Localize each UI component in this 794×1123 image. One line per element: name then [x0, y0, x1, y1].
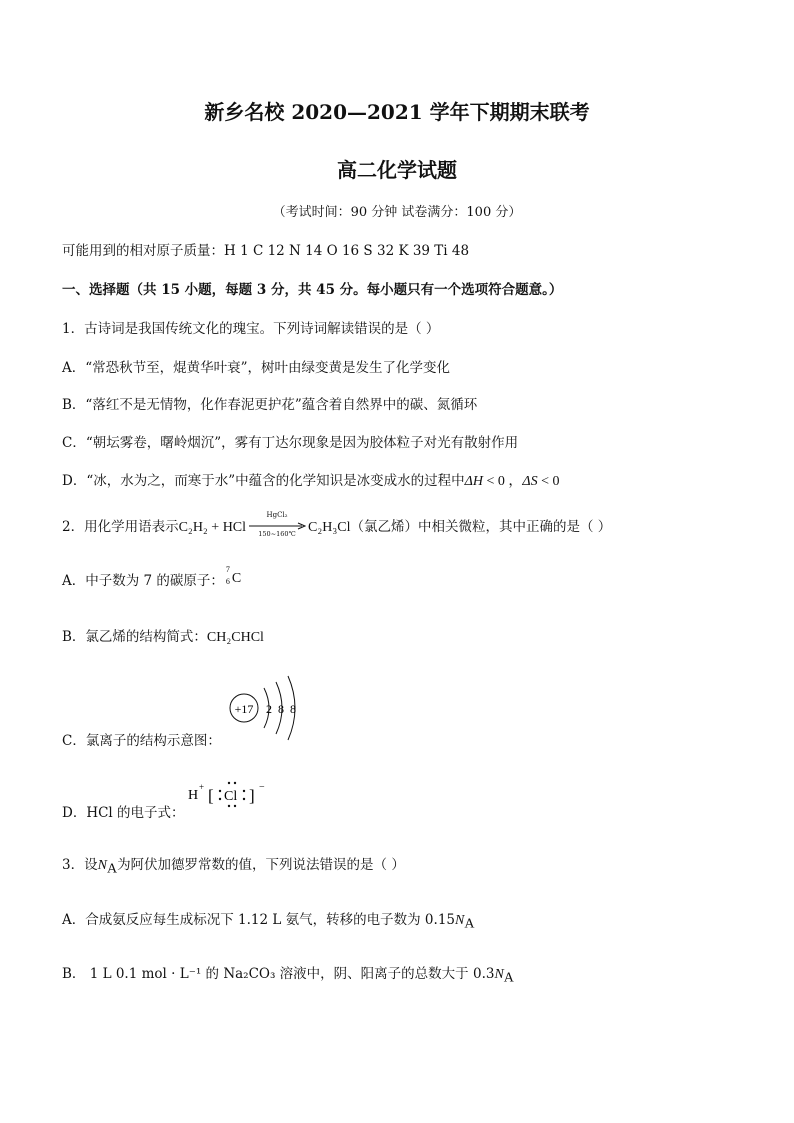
- q2-stem: [62, 511, 612, 538]
- equation-right: C₂H₃Cl: [308, 520, 351, 535]
- q3-option-a: [62, 908, 475, 932]
- shell-count-2: 8: [278, 702, 284, 716]
- avogadro-subscript: A: [106, 861, 118, 877]
- q3-stem-suffix: 为阿伏加德罗常数的值，下列说法错误的是（ ）: [117, 857, 405, 873]
- avogadro-subscript: A: [464, 916, 475, 932]
- q3-stem: [62, 853, 405, 877]
- q1-d-text: D．“冰，水为之，而寒于水”中蕴含的化学知识是冰变成水的过程中: [62, 473, 465, 489]
- nucleus-charge: +17: [234, 702, 254, 716]
- electron-dot: [219, 790, 221, 792]
- atomic-number: 6: [225, 577, 230, 586]
- q2-stem-suffix: （氯乙烯）中相关微粒，其中正确的是（ ）: [350, 519, 612, 535]
- q2-b-text: B．氯乙烯的结构简式：: [62, 629, 207, 645]
- vinyl-chloride-formula: CH₂CHCl: [206, 630, 264, 645]
- q3-b-text: B． 1 L 0.1 mol · L⁻¹ 的 Na₂CO₃ 溶液中，阴、阳离子的总数大于 0.3: [62, 966, 495, 982]
- mass-number: 7: [225, 565, 230, 574]
- q1-stem: 1．古诗词是我国传统文化的瑰宝。下列诗词解读错误的是（ ）: [62, 321, 440, 337]
- q3-a-text: A．合成氨反应每生成标况下 1.12 L 氨气，转移的电子数为 0.15: [62, 912, 455, 928]
- equation-left: C₂H₂ + HCl: [178, 520, 247, 535]
- left-bracket: [: [208, 786, 214, 805]
- exam-info: （考试时间：90 分钟 试卷满分：100 分）: [272, 205, 522, 220]
- temperature-label: 150~160℃: [258, 530, 296, 538]
- q2-a-text: A．中子数为 7 的碳原子：: [62, 573, 224, 589]
- exam-title: 新乡名校 2020—2021 学年下期期末联考: [204, 100, 590, 124]
- q2-option-c: C．氯离子的结构示意图：: [62, 733, 221, 749]
- delta-h-relation: < 0 ，: [482, 474, 523, 489]
- q1-option-d: [62, 469, 560, 490]
- q2-option-b: [62, 625, 264, 646]
- electron-dot: [228, 782, 230, 784]
- avogadro-symbol: N: [97, 858, 107, 873]
- q1-option-b: B．“落红不是无情物，化作春泥更护花”蕴含着自然界中的碳、氮循环: [62, 397, 478, 413]
- plus-charge: +: [199, 782, 205, 792]
- chloride-ion-diagram: [226, 674, 306, 744]
- catalyst-label: HgCl₂: [266, 511, 288, 519]
- right-bracket: ]: [249, 786, 255, 805]
- electron-dot: [219, 798, 221, 800]
- avogadro-subscript: A: [503, 970, 514, 986]
- q3-option-b: [62, 962, 514, 986]
- element-symbol: C: [231, 571, 242, 586]
- electron-dot: [243, 798, 245, 800]
- q1-option-a: A．“常恐秋节至，焜黄华叶衰”，树叶由绿变黄是发生了化学变化: [62, 360, 451, 376]
- electron-dot: [234, 782, 236, 784]
- electron-dot: [234, 805, 236, 807]
- q3-stem-prefix: 3．设: [62, 857, 98, 873]
- q1-option-c: C．“朝坛雾卷，曙岭烟沉”，雾有丁达尔现象是因为胶体粒子对光有散射作用: [62, 435, 519, 451]
- shell-count-1: 2: [266, 702, 272, 716]
- electron-dot: [228, 805, 230, 807]
- exam-subtitle: 高二化学试题: [337, 158, 457, 182]
- electron-dot: [243, 790, 245, 792]
- delta-s-relation: < 0: [537, 474, 560, 489]
- avogadro-symbol: N: [455, 913, 465, 928]
- carbon-isotope: [224, 565, 242, 586]
- hcl-electron-formula: [186, 776, 272, 810]
- reaction-arrow: [248, 511, 306, 538]
- q2-stem-prefix: 2．用化学用语表示: [62, 519, 179, 535]
- avogadro-symbol: N: [494, 967, 504, 982]
- delta-h: ΔH: [464, 474, 483, 489]
- chlorine-symbol: Cl: [224, 789, 238, 804]
- shell-count-3: 8: [290, 702, 296, 716]
- q2-option-a: [62, 565, 242, 589]
- q2-option-d: D．HCl 的电子式：: [62, 805, 185, 821]
- arrow-icon: [248, 522, 306, 530]
- atomic-masses: 可能用到的相对原子质量：H 1 C 12 N 14 O 16 S 32 K 39 Ti 48: [62, 243, 470, 259]
- hydrogen-symbol: H: [188, 788, 199, 803]
- minus-charge: −: [259, 782, 265, 793]
- delta-s: ΔS: [522, 474, 538, 489]
- section-heading: 一、选择题（共 15 小题，每题 3 分，共 45 分。每小题只有一个选项符合题意。）: [62, 282, 563, 298]
